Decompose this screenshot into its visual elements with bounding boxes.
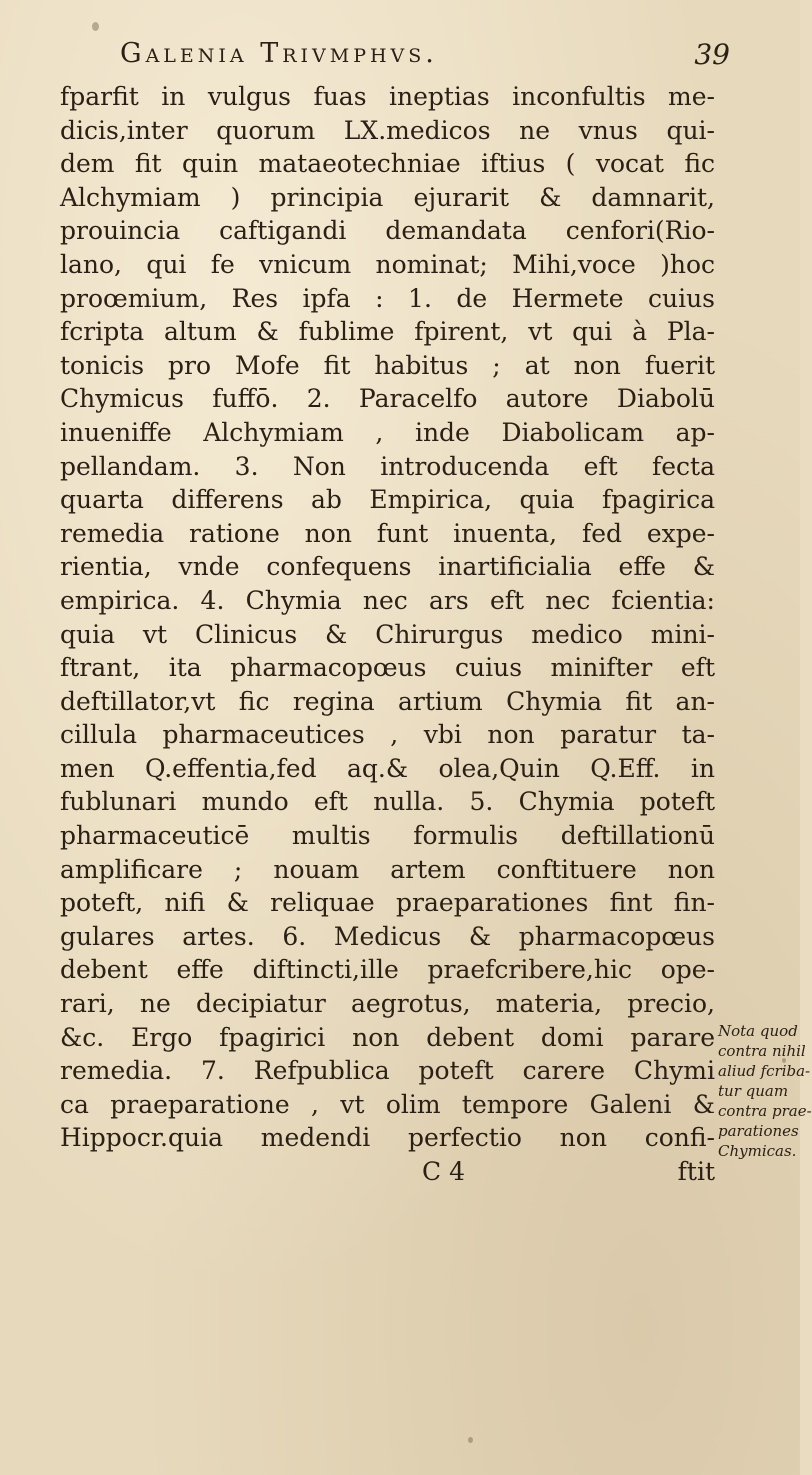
text-line: poteft, nifi & reliquae praeparationes fint fin-: [60, 888, 715, 918]
margin-note-line: aliud fcriba-: [718, 1062, 811, 1080]
text-line: quia vt Clinicus & Chirurgus medico mini-: [60, 619, 715, 649]
ink-spot: [92, 22, 99, 31]
text-line: gulares artes. 6. Medicus & pharmacopœus: [60, 921, 715, 951]
text-line: cillula pharmaceutices , vbi non paratur ta-: [60, 720, 715, 750]
page-header: [120, 38, 730, 78]
text-line: lano, qui fe vnicum nominat; Mihi,voce )hoc: [60, 249, 715, 279]
margin-note: [718, 1021, 812, 1161]
text-line: Hippocr.quia medendi perfectio non confi-: [60, 1123, 715, 1153]
text-line: Alchymiam ) principia ejurarit & damnarit,: [60, 182, 715, 212]
text-line: empirica. 4. Chymia nec ars eft nec fcientia:: [60, 585, 715, 615]
body-text: [60, 80, 715, 1189]
margin-note-line: parationes: [718, 1122, 799, 1140]
margin-note-line: Chymicas.: [718, 1142, 797, 1160]
text-line: &c. Ergo fpagirici non debent domi parare: [60, 1022, 715, 1052]
text-line: dem fit quin mataeotechniae iftius ( vocat fic: [60, 149, 715, 179]
text-line: remedia ratione non funt inuenta, fed expe-: [60, 518, 715, 548]
text-line: rientia, vnde confequens inartificialia effe &: [60, 552, 715, 582]
text-line: men Q.effentia,fed aq.& olea,Quin Q.Eff. in: [60, 753, 715, 783]
catchword: ftit: [677, 1157, 715, 1186]
text-line: debent effe diftincti,ille praefcribere,hic ope-: [60, 955, 715, 985]
text-line: pellandam. 3. Non introducenda eft fecta: [60, 451, 715, 481]
text-line: Chymicus fuffō. 2. Paracelfo autore Diabolū: [60, 384, 715, 414]
running-title: Galenia Trivmphvs.: [120, 38, 438, 69]
text-line: quarta differens ab Empirica, quia fpagirica: [60, 485, 715, 515]
text-line: dicis,inter quorum LX.medicos ne vnus qui-: [60, 115, 715, 145]
text-line: prouincia caftigandi demandata cenfori(Rio-: [60, 216, 715, 246]
text-line: amplificare ; nouam artem conftituere non: [60, 854, 715, 884]
text-line: inueniffe Alchymiam , inde Diabolicam ap-: [60, 417, 715, 447]
margin-note-line: Nota quod: [718, 1022, 798, 1040]
text-line: proœmium, Res ipfa : 1. de Hermete cuius: [60, 283, 715, 313]
text-line: remedia. 7. Refpublica poteft carere Chymi: [60, 1056, 715, 1086]
margin-note-line: contra prae-: [718, 1102, 812, 1120]
signature-line: [60, 1155, 715, 1189]
signature-mark: C 4: [422, 1157, 465, 1186]
text-line: tonicis pro Mofe fit habitus ; at non fuerit: [60, 350, 715, 380]
text-line: pharmaceuticē multis formulis deftillationū: [60, 821, 715, 851]
margin-note-line: contra nihil: [718, 1042, 806, 1060]
ink-spot: [782, 1058, 786, 1063]
text-line: deftillator,vt fic regina artium Chymia fit an-: [60, 686, 715, 716]
text-line: fparfit in vulgus fuas ineptias inconfultis me-: [60, 82, 715, 111]
text-line: fublunari mundo eft nulla. 5. Chymia poteft: [60, 787, 715, 817]
text-line: fcripta altum & fublime fpirent, vt qui à Pla-: [60, 317, 715, 347]
page-number: 39: [694, 38, 730, 71]
ink-spot: [468, 1437, 473, 1443]
margin-note-line: tur quam: [718, 1082, 789, 1100]
text-line: rari, ne decipiatur aegrotus, materia, precio,: [60, 989, 715, 1019]
text-line: ftrant, ita pharmacopœus cuius minifter eft: [60, 653, 715, 683]
text-line: ca praeparatione , vt olim tempore Galeni &: [60, 1089, 715, 1119]
